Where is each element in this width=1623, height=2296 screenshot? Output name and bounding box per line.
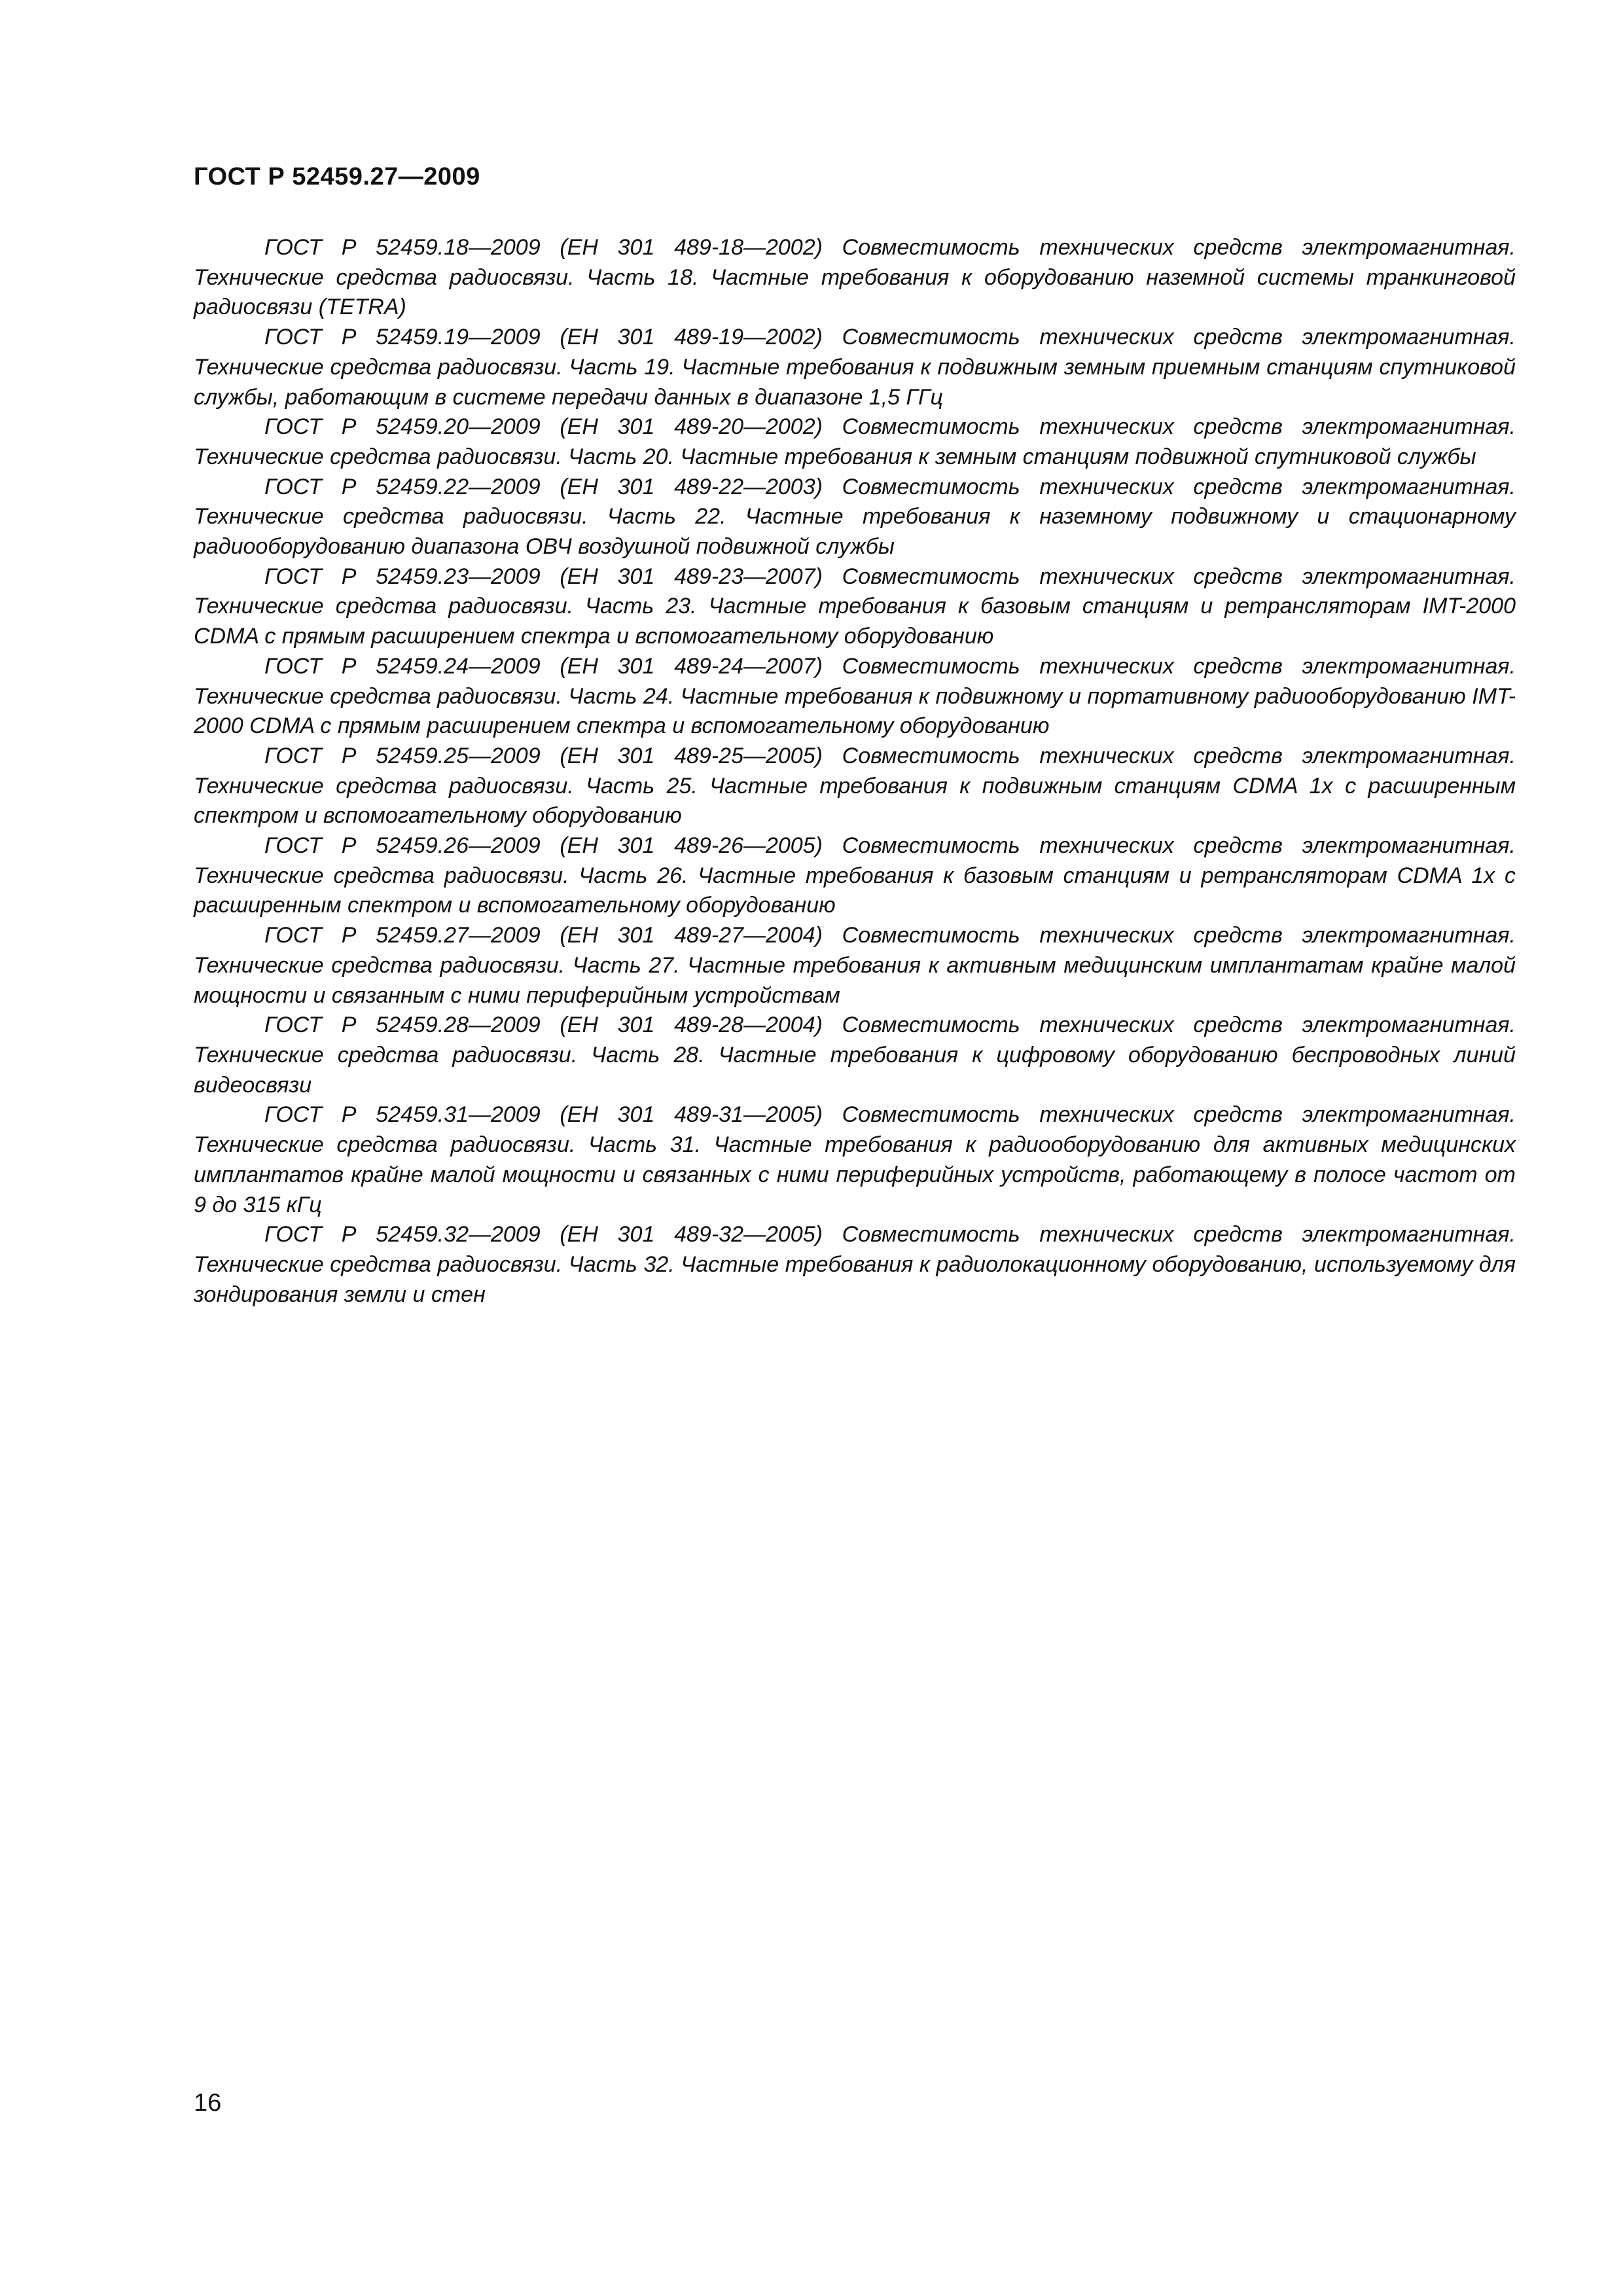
reference-entry: ГОСТ Р 52459.32—2009 (ЕН 301 489-32—2005) Совместимость технических средств электромагнитная. Технические средства радиосвязи. Часть 32. Частные требования к радиолокационному оборудованию, используемому для зондирования земли и стен [194,1222,1516,1307]
reference-entry: ГОСТ Р 52459.19—2009 (ЕН 301 489-19—2002) Совместимость технических средств электромагнитная. Технические средства радиосвязи. Часть 19. Частные требования к подвижным земным приемным станциям спутниковой службы, работающим в системе передачи данных в диапазоне 1,5 ГГц [194,325,1516,410]
reference-entry: ГОСТ Р 52459.28—2009 (ЕН 301 489-28—2004) Совместимость технических средств электромагнитная. Технические средства радиосвязи. Часть 28. Частные требования к цифровому оборудованию беспроводных линий видеосвязи [194,1013,1516,1098]
reference-entry: ГОСТ Р 52459.27—2009 (ЕН 301 489-27—2004) Совместимость технических средств электромагнитная. Технические средства радиосвязи. Часть 27. Частные требования к активным медицинским имплантатам крайне малой мощности и связанным с ними периферийным устройствам [194,923,1516,1008]
reference-entry: ГОСТ Р 52459.26—2009 (ЕН 301 489-26—2005) Совместимость технических средств электромагнитная. Технические средства радиосвязи. Часть 26. Частные требования к базовым станциям и ретрансляторам CDMA 1x с расширенным спектром и вспомогательному оборудованию [194,833,1516,918]
reference-entry: ГОСТ Р 52459.25—2009 (ЕН 301 489-25—2005) Совместимость технических средств электромагнитная. Технические средства радиосвязи. Часть 25. Частные требования к подвижным станциям CDMA 1x с расширенным спектром и вспомогательному оборудованию [194,743,1516,829]
reference-entry: ГОСТ Р 52459.22—2009 (ЕН 301 489-22—2003) Совместимость технических средств электромагнитная. Технические средства радиосвязи. Часть 22. Частные требования к наземному подвижному и стационарному радиооборудованию диапазона ОВЧ воздушной подвижной службы [194,474,1516,560]
reference-entry: ГОСТ Р 52459.31—2009 (ЕН 301 489-31—2005) Совместимость технических средств электромагнитная. Технические средства радиосвязи. Часть 31. Частные требования к радиооборудованию для активных медицинских имплантатов крайне малой мощности и связанных с ними периферийных устройств, работающему в полосе частот от 9 до 315 кГц [194,1102,1516,1217]
reference-list [194,233,1516,1310]
reference-entry: ГОСТ Р 52459.20—2009 (ЕН 301 489-20—2002) Совместимость технических средств электромагнитная. Технические средства радиосвязи. Часть 20. Частные требования к земным станциям подвижной спутниковой службы [194,414,1516,469]
reference-entry: ГОСТ Р 52459.24—2009 (ЕН 301 489-24—2007) Совместимость технических средств электромагнитная. Технические средства радиосвязи. Часть 24. Частные требования к подвижному и портативному радиооборудованию IMT-2000 CDMA с прямым расширением спектра и вспомогательному оборудованию [194,653,1516,739]
reference-entry: ГОСТ Р 52459.23—2009 (ЕН 301 489-23—2007) Совместимость технических средств электромагнитная. Технические средства радиосвязи. Часть 23. Частные требования к базовым станциям и ретрансляторам IMT-2000 CDMA с прямым расширением спектра и вспомогательному оборудованию [194,564,1516,649]
document-header: ГОСТ Р 52459.27—2009 [194,163,480,190]
reference-entry: ГОСТ Р 52459.18—2009 (ЕН 301 489-18—2002) Совместимость технических средств электромагнитная. Технические средства радиосвязи. Часть 18. Частные требования к оборудованию наземной системы транкинговой радиосвязи (TETRA) [194,235,1516,320]
page-number: 16 [194,2089,222,2117]
